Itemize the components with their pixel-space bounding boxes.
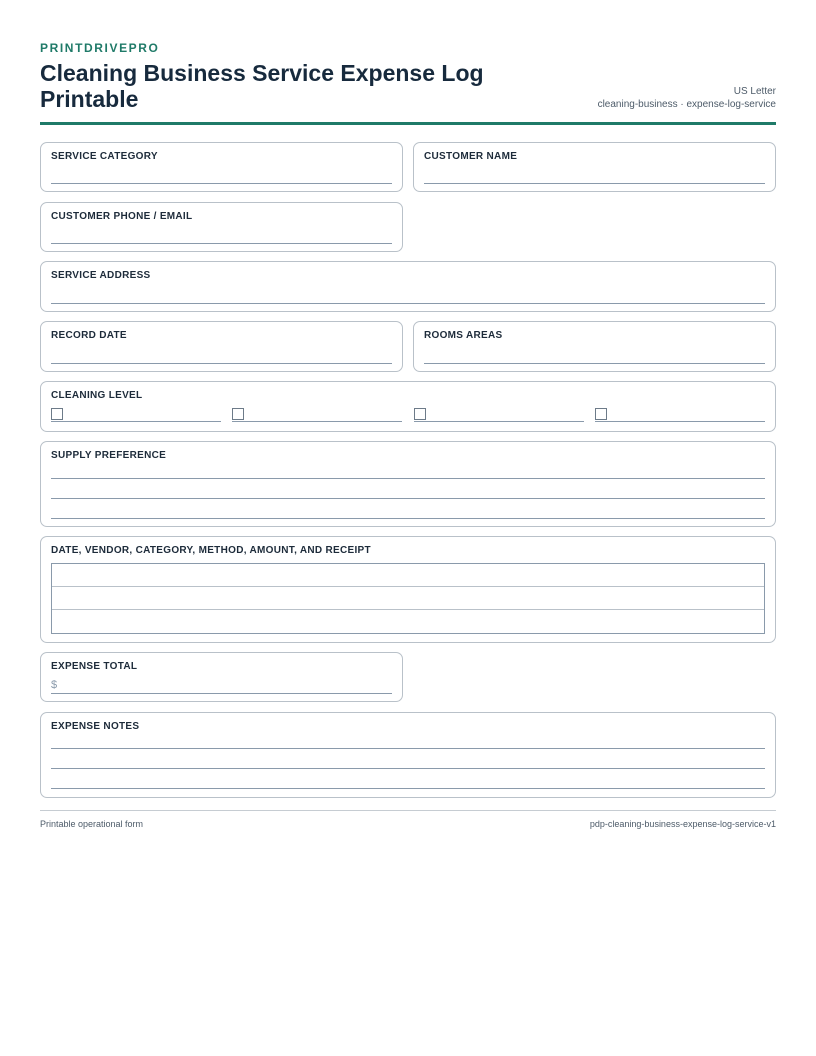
checkbox-icon[interactable] bbox=[595, 408, 607, 420]
expense-notes-line-1[interactable] bbox=[51, 748, 765, 749]
option-line[interactable] bbox=[414, 421, 584, 422]
customer-contact-label: CUSTOMER PHONE / EMAIL bbox=[51, 211, 193, 222]
cleaning-level-label: CLEANING LEVEL bbox=[51, 390, 143, 401]
expense-notes-line-2[interactable] bbox=[51, 768, 765, 769]
supply-preference-label: SUPPLY PREFERENCE bbox=[51, 450, 167, 461]
expense-total-field[interactable] bbox=[40, 652, 403, 702]
customer-contact-field[interactable] bbox=[40, 202, 403, 252]
option-line[interactable] bbox=[232, 421, 402, 422]
document-tags: cleaning-business · expense-log-service bbox=[597, 99, 776, 110]
expense-notes-line-3[interactable] bbox=[51, 788, 765, 789]
expense-notes-label: EXPENSE NOTES bbox=[51, 721, 140, 732]
document-meta bbox=[598, 85, 776, 111]
supply-preference-line-1[interactable] bbox=[51, 478, 765, 479]
record-date-field[interactable] bbox=[40, 321, 403, 372]
option-line[interactable] bbox=[595, 421, 765, 422]
supply-preference-line-3[interactable] bbox=[51, 518, 765, 519]
expense-total-label: EXPENSE TOTAL bbox=[51, 661, 138, 672]
footer-divider bbox=[40, 810, 776, 811]
rooms-areas-label: ROOMS AREAS bbox=[424, 330, 503, 341]
expense-notes-field[interactable] bbox=[40, 712, 776, 798]
record-date-label: RECORD DATE bbox=[51, 330, 127, 341]
service-category-label: SERVICE CATEGORY bbox=[51, 151, 158, 162]
rooms-areas-line[interactable] bbox=[424, 363, 765, 364]
table-row[interactable] bbox=[52, 564, 764, 587]
checkbox-icon[interactable] bbox=[414, 408, 426, 420]
checkbox-icon[interactable] bbox=[51, 408, 63, 420]
record-date-line[interactable] bbox=[51, 363, 392, 364]
service-address-field[interactable] bbox=[40, 261, 776, 312]
currency-prefix: $ bbox=[51, 679, 58, 691]
header-divider bbox=[40, 122, 776, 125]
rooms-areas-field[interactable] bbox=[413, 321, 776, 372]
paper-size: US Letter bbox=[733, 86, 776, 97]
page-title: Cleaning Business Service Expense Log Printable bbox=[40, 60, 484, 112]
checkbox-icon[interactable] bbox=[232, 408, 244, 420]
expense-table-label: DATE, VENDOR, CATEGORY, METHOD, AMOUNT, AND RECEIPT bbox=[51, 545, 371, 556]
cleaning-level-field bbox=[40, 381, 776, 432]
customer-name-line[interactable] bbox=[424, 183, 765, 184]
expense-table-field bbox=[40, 536, 776, 643]
expense-table bbox=[51, 563, 765, 634]
customer-contact-line[interactable] bbox=[51, 243, 392, 244]
service-address-line[interactable] bbox=[51, 303, 765, 304]
supply-preference-field[interactable] bbox=[40, 441, 776, 527]
customer-name-label: CUSTOMER NAME bbox=[424, 151, 518, 162]
customer-name-field[interactable] bbox=[413, 142, 776, 192]
supply-preference-line-2[interactable] bbox=[51, 498, 765, 499]
brand-name: PRINTDRIVEPRO bbox=[40, 41, 160, 55]
table-row[interactable] bbox=[52, 587, 764, 610]
service-category-field[interactable] bbox=[40, 142, 403, 192]
option-line[interactable] bbox=[51, 421, 221, 422]
footer-description: Printable operational form bbox=[40, 819, 144, 829]
table-row[interactable] bbox=[52, 610, 764, 633]
footer-form-id: pdp-cleaning-business-expense-log-service-v1 bbox=[589, 819, 776, 829]
service-address-label: SERVICE ADDRESS bbox=[51, 270, 151, 281]
expense-total-line[interactable] bbox=[51, 693, 392, 694]
service-category-line[interactable] bbox=[51, 183, 392, 184]
